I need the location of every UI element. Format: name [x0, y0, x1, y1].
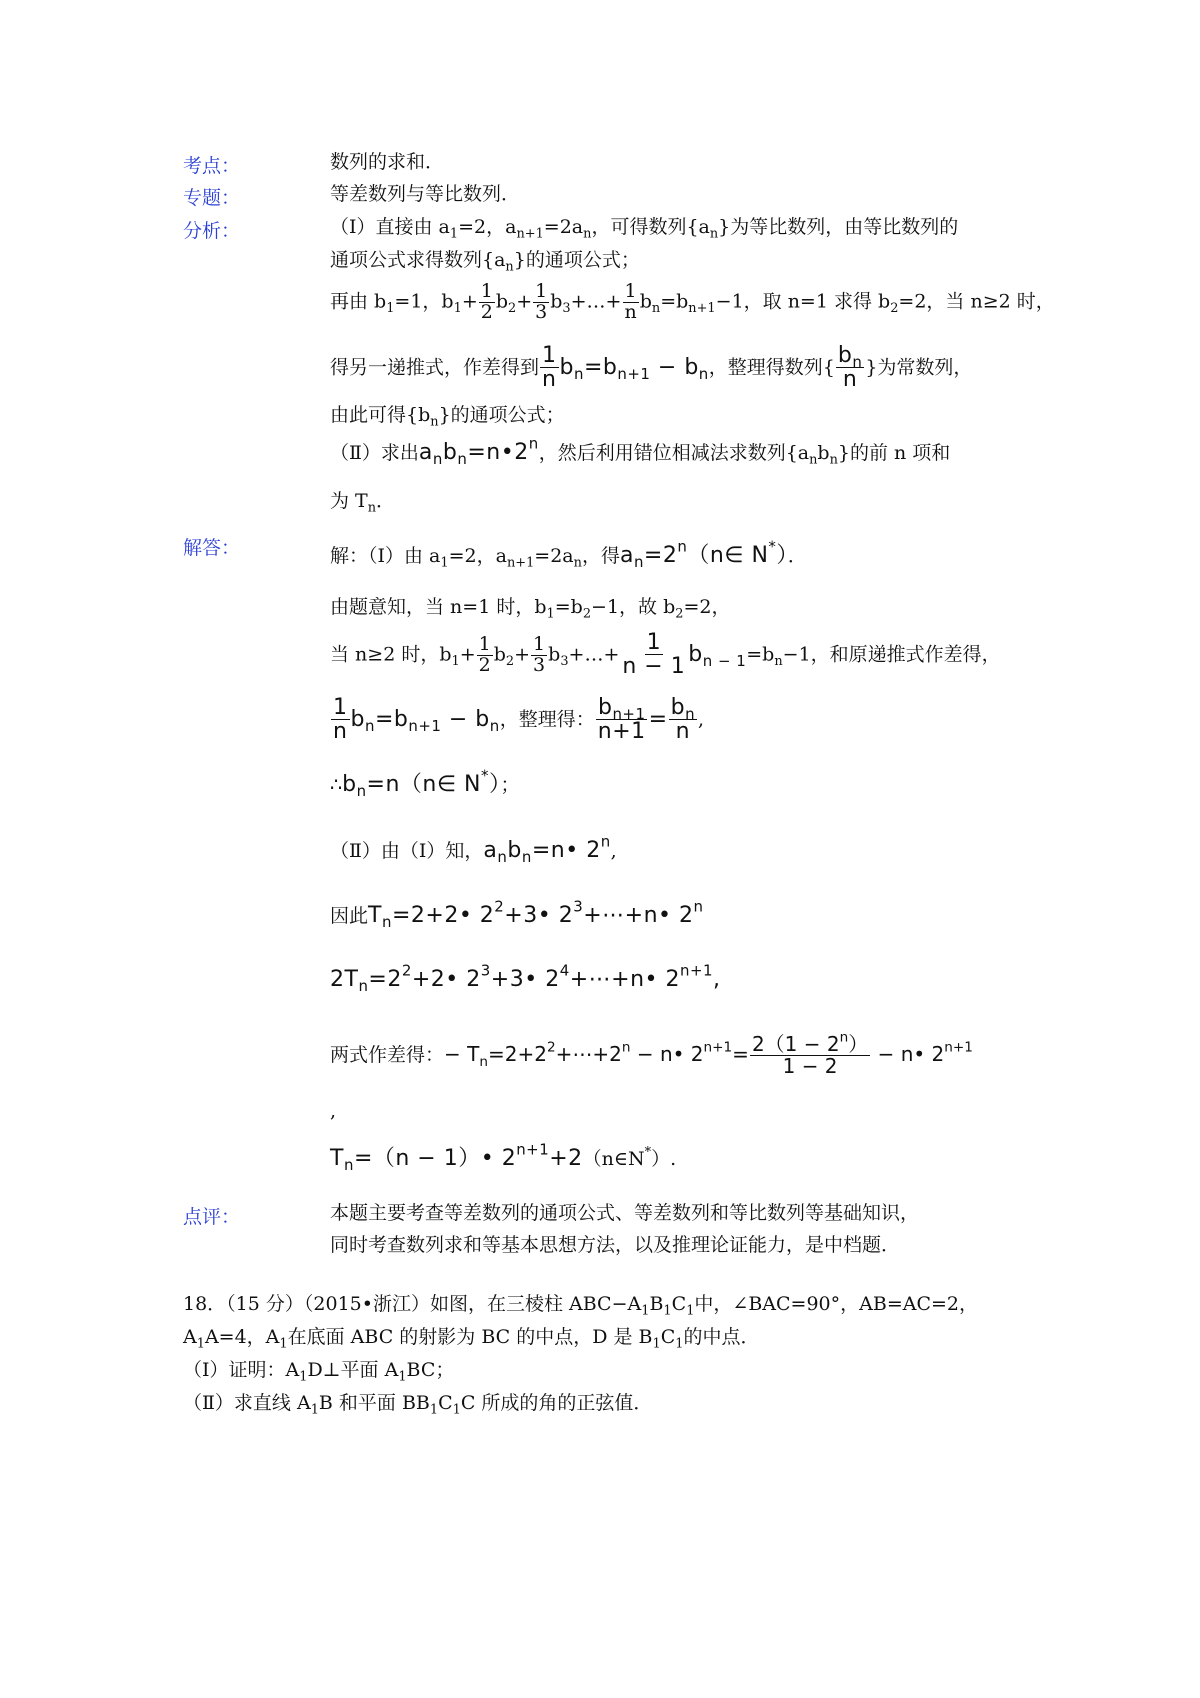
- problem-18-line-4: （Ⅱ）求直线 $A_1B$ 和平面 $BB_1C_1C$ 所成的角的正弦值．: [183, 1392, 653, 1418]
- jieda-line-11: $T_n=(n$ − 1）• $2^{n+1}+2(n\in N^*)$.: [330, 1140, 677, 1175]
- problem-18-line-3: （Ⅰ）证明：$A_1D\perp$平面 $A_1BC$；: [183, 1359, 455, 1385]
- jieda-line-6: （Ⅱ）由（Ⅰ）知，$a_nb_n=n•$ 2$^n$,: [330, 832, 617, 867]
- jieda-line-8: $2T_n=2^2+2•$ $2^3+3•$ $2^4+\cdots+n•$ $2^{n+1}$,: [330, 961, 721, 996]
- fenxi-line-1: （Ⅰ）直接由 $a_1=2$，$a_{n+1}=2a_n$，可得数列$\{a_n\}$为等比数列，由等比数列的: [330, 216, 959, 242]
- jieda-line-4: $\frac{1}{n}$ $b_n=b_{n+1} - b_n$，整理得： $\frac{b_{n+1}}{n+1}$ = $\frac{b_n}{n}$ ,: [333, 695, 705, 745]
- label-zhuanti: 专题：: [183, 187, 241, 209]
- dianping-line-1: 本题主要考查等差数列的通项公式、等差数列和等比数列等基础知识，: [330, 1202, 920, 1224]
- fenxi-line-2: 通项公式求得数列$\{a_n\}$的通项公式；: [330, 249, 640, 275]
- label-jieda: 解答：: [183, 537, 241, 559]
- label-fenxi: 分析：: [183, 220, 241, 242]
- jieda-line-3: 当 n≥2 时，$b_1+$ $\frac{1}{2}$ $b_2+$ $\frac{1}{3}$ $b_3+\dots+$ $\frac{1}{n - 1}$ $b_{n - 1}=b_n-1$，和原递推式作差得，: [330, 630, 1001, 680]
- zhuanti-text: 等差数列与等比数列．: [330, 183, 521, 205]
- label-dianping: 点评：: [183, 1206, 241, 1228]
- fraction: $\frac{1}{3}$: [535, 280, 548, 323]
- label-kaodian: 考点：: [183, 155, 241, 177]
- problem-18-line-1: 18．（15 分）（2015•浙江）如图，在三棱柱 $ABC-A_1B_1C_1$中，∠BAC=90°，AB=AC=2，: [183, 1293, 979, 1319]
- fenxi-line-5: 由此可得$\{b_n\}$的通项公式；: [330, 404, 565, 430]
- fenxi-line-7: 为 $T_n$．: [330, 490, 396, 516]
- fenxi-line-4: 得另一递推式，作差得到 $\frac{1}{n}$ $b_n=b_{n+1} - b_n$，整理得数列{ $\frac{b_n}{n}$ }为常数列，: [330, 343, 973, 393]
- fenxi-line-6: （Ⅱ）求出$a_nb_n=n•2^n$，然后利用错位相减法求数列$\{a_nb_n\}$的前 n 项和: [330, 434, 951, 469]
- fenxi-line-3: 再由 $b_1=1$，$b_1+$ $\frac{1}{2}$ $b_2+$ $\frac{1}{3}$ $b_3+\dots+$ $\frac{1}{n}$ $b_n=b_{n+1}-1$，取 n=1 求得 $b_2=2$，当 n≥2 时，: [330, 280, 1055, 323]
- fraction: $\frac{1}{n}$: [624, 280, 637, 323]
- dianping-line-2: 同时考查数列求和等基本思想方法，以及推理论证能力，是中档题．: [330, 1234, 901, 1256]
- jieda-line-5: $\therefore b_n=n(n\in$ N*）；: [330, 766, 520, 801]
- jieda-line-1: 解：（Ⅰ）由 $a_1=2$，$a_{n+1}=2a_n$，得$a_n=2^n(n\in$ N*）．: [330, 537, 807, 572]
- fraction: $\frac{1}{2}$: [480, 280, 493, 323]
- problem-18-line-2: $A_1A=4$，$A_1$在底面 ABC 的射影为 BC 的中点，D 是 $B_1C_1$的中点．: [183, 1326, 760, 1352]
- jieda-line-10: ,: [330, 1100, 337, 1122]
- jieda-line-7: 因此$T_n=2+2•$ $2^2+3•$ $2^3+\cdots+n•$ 2$^n$: [330, 897, 704, 932]
- jieda-line-9: 两式作差得：− $T_n=2+2^2+\cdots+2^n$ − n• $2^{n+1}=$ $\frac{2(1 - 2^n)}{1 - 2}$ − n• $2^{n+1}$: [330, 1029, 973, 1078]
- kaodian-text: 数列的求和．: [330, 151, 445, 173]
- jieda-line-2: 由题意知，当 n=1 时，$b_1=b_2-1$，故 $b_2=2$，: [330, 596, 731, 622]
